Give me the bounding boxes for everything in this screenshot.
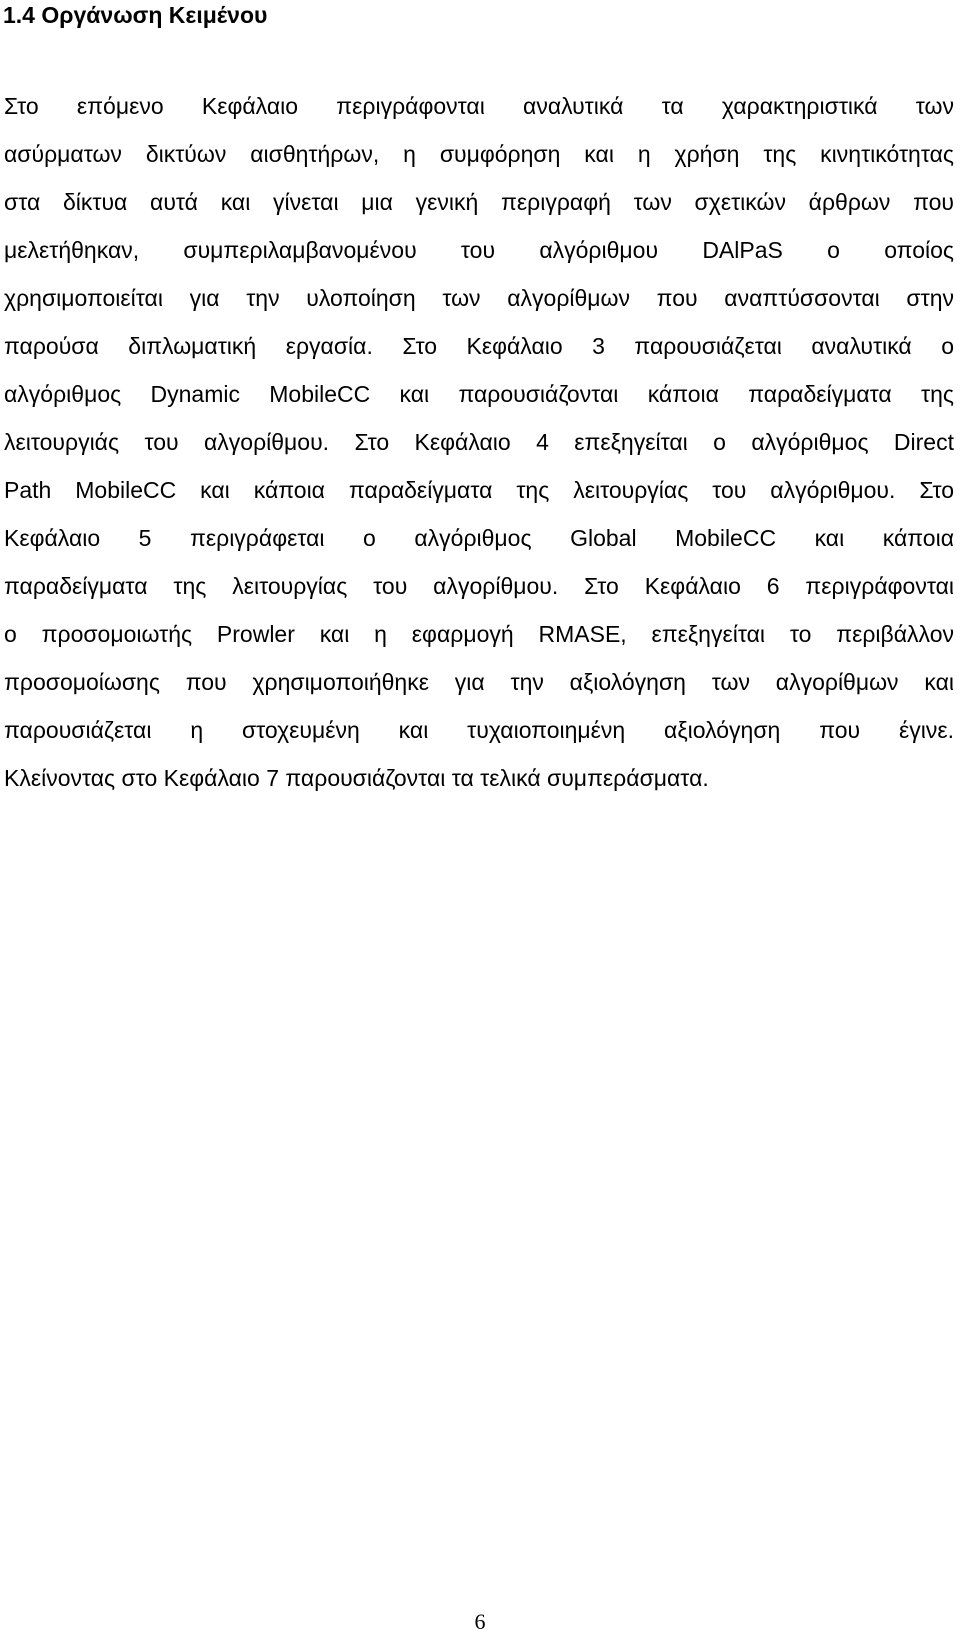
paragraph-line: Κεφάλαιο 5 περιγράφεται ο αλγόριθμος Global MobileCC και κάποια — [4, 525, 954, 551]
paragraph-line: Path MobileCC και κάποια παραδείγματα της λειτουργίας του αλγόριθμου. Στο — [4, 477, 954, 503]
paragraph-line: προσομοίωσης που χρησιμοποιήθηκε για την αξιολόγηση των αλγορίθμων και — [4, 669, 954, 695]
paragraph-line: Στο επόμενο Κεφάλαιο περιγράφονται αναλυτικά τα χαρακτηριστικά των — [4, 93, 954, 119]
paragraph-line: μελετήθηκαν, συμπεριλαμβανομένου του αλγόριθμου DAlPaS ο οποίος — [4, 237, 954, 263]
body-paragraph — [4, 86, 954, 806]
paragraph-line: παρουσιάζεται η στοχευμένη και τυχαιοποιημένη αξιολόγηση που έγινε. — [4, 717, 954, 743]
paragraph-line: Κλείνοντας στο Κεφάλαιο 7 παρουσιάζονται τα τελικά συμπεράσματα. — [4, 765, 709, 791]
paragraph-line: λειτουργιάς του αλγορίθμου. Στο Κεφάλαιο 4 επεξηγείται ο αλγόριθμος Direct — [4, 429, 954, 455]
paragraph-line: αλγόριθμος Dynamic MobileCC και παρουσιάζονται κάποια παραδείγματα της — [4, 381, 954, 407]
paragraph-line: ασύρματων δικτύων αισθητήρων, η συμφόρηση και η χρήση της κινητικότητας — [4, 141, 954, 167]
section-heading: 1.4 Οργάνωση Κειμένου — [3, 2, 268, 28]
paragraph-line: ο προσομοιωτής Prowler και η εφαρμογή RMASE, επεξηγείται το περιβάλλον — [4, 621, 954, 647]
page-number: 6 — [474, 1609, 486, 1634]
paragraph-line: χρησιμοποιείται για την υλοποίηση των αλγορίθμων που αναπτύσσονται στην — [4, 285, 954, 311]
paragraph-line: στα δίκτυα αυτά και γίνεται μια γενική περιγραφή των σχετικών άρθρων που — [4, 189, 954, 215]
paragraph-line: παρούσα διπλωματική εργασία. Στο Κεφάλαιο 3 παρουσιάζεται αναλυτικά ο — [4, 333, 954, 359]
paragraph-line: παραδείγματα της λειτουργίας του αλγορίθμου. Στο Κεφάλαιο 6 περιγράφονται — [4, 573, 954, 599]
